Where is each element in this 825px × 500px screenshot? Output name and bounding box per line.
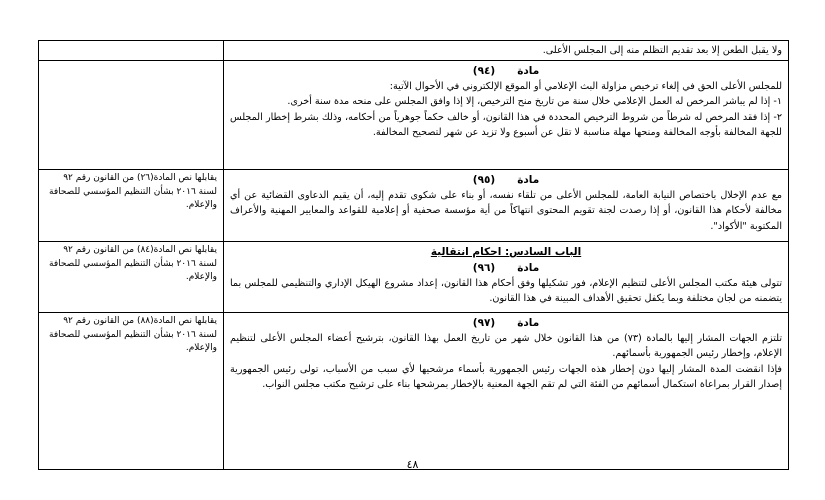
reference-note-cell: يقابلها نص المادة(٨٤) من القانون رقم ٩٢ لسنة ٢٠١٦ بشأن التنظيم المؤسسي للصحافة والإعلام.	[39, 242, 224, 313]
law-text-cell	[224, 242, 789, 313]
article-label: مادة	[517, 317, 540, 330]
article-heading	[230, 172, 782, 188]
article-number: (٩٤)	[472, 65, 496, 78]
law-text-cell	[224, 61, 789, 170]
law-text-paragraph: للمجلس الأعلى الحق في إلغاء ترخيص مزاولة البث الإعلامي أو الموقع الإلكتروني في الأحوال الآتية:	[389, 81, 782, 93]
part-title: الباب السادس: احكام انتقالية	[430, 246, 582, 259]
law-text-cell	[224, 41, 789, 61]
table-row	[39, 41, 789, 61]
article-heading	[230, 315, 782, 331]
article-heading	[230, 260, 782, 276]
reference-note-cell: يقابلها نص المادة(٢٦) من القانون رقم ٩٢ لسنة ٢٠١٦ بشأن التنظيم المؤسسي للصحافة والإعلام.	[39, 170, 224, 242]
law-text-paragraph: ٢- إذا فقد المرخص له شرطاً من شروط الترخيص المحددة في هذا القانون، أو خالف حكماً جوهرياً من أحكامه، وذلك بشرط إخطار المجلس للجهة المخالفة بأوجه المخالفة ومنحها مهلة مناسبة لا تقل عن أسبوع ولا تزيد عن شهر لتصحيح المخالفة.	[230, 111, 782, 138]
law-text-paragraph: ولا يقبل الطعن إلا بعد تقديم التظلم منه إلى المجلس الأعلى.	[542, 45, 782, 56]
article-number: (٩٧)	[472, 317, 496, 330]
reference-note-cell: يقابلها نص المادة(٨٨) من القانون رقم ٩٢ لسنة ٢٠١٦ بشأن التنظيم المؤسسي للصحافة والإعلام.	[39, 313, 224, 470]
article-number: (٩٥)	[472, 174, 496, 187]
law-text-cell	[224, 313, 789, 470]
law-text-paragraph: تتولى هيئة مكتب المجلس الأعلى لتنظيم الإعلام، فور تشكيلها وفق أحكام هذا القانون، إعداد مشروع الهيكل الإداري والتنظيمي للمجلس بما يتضمنه من لجان مختلفة وبما يكفل تحقيق الأهداف المبينة في هذا القانون.	[230, 278, 782, 305]
reference-note-cell	[39, 61, 224, 170]
law-text-paragraph: فإذا انقضت المدة المشار إليها دون إخطار هذه الجهات رئيس الجمهورية بأسماء مرشحيها لأي سبب من الأسباب، تولى رئيس الجمهورية إصدار القرار بمراعاة استكمال أسمائهم من الفئة التي لم تقم الجهة المعنية بالإخطار بمرشحها بناء على ترشيح مكتب مجلس النواب.	[230, 363, 782, 390]
article-label: مادة	[517, 174, 540, 187]
law-text-cell	[224, 170, 789, 242]
law-text-paragraph: مع عدم الإخلال باختصاص النيابة العامة، للمجلس الأعلى من تلقاء نفسه، أو بناء على شكوى تقدم إليه، أن يقيم الدعاوى القضائية عن أي مخالفة لأحكام هذا القانون، أو إذا رصدت لجنة تقويم المحتوى انتهاكاً من أية مؤسسة صحفية أو إعلامية للقواعد والمعايير المهنية والأعراف المكتوبة "الأكواد".	[230, 190, 782, 232]
table-row	[39, 170, 789, 242]
law-text-paragraph: تلتزم الجهات المشار إليها بالمادة (٧٣) من هذا القانون خلال شهر من تاريخ العمل بهذا القانون، بترشيح أعضاء المجلس الأعلى لتنظيم الإعلام، وإخطار رئيس الجمهورية بأسمائهم.	[230, 333, 782, 360]
table-row	[39, 313, 789, 470]
table-row	[39, 242, 789, 313]
legal-comparison-table	[38, 40, 789, 470]
table-row	[39, 61, 789, 170]
article-label: مادة	[517, 262, 540, 275]
article-heading	[230, 63, 782, 79]
law-text-paragraph: ١- إذا لم يباشر المرخص له العمل الإعلامي خلال سنة من تاريخ منح الترخيص، إلا إذا وافق المجلس على منحه مدة سنة أخرى.	[287, 96, 782, 108]
page-number: ٤٨	[406, 458, 419, 471]
article-number: (٩٦)	[472, 262, 496, 275]
article-label: مادة	[517, 65, 540, 78]
reference-note-cell	[39, 41, 224, 61]
